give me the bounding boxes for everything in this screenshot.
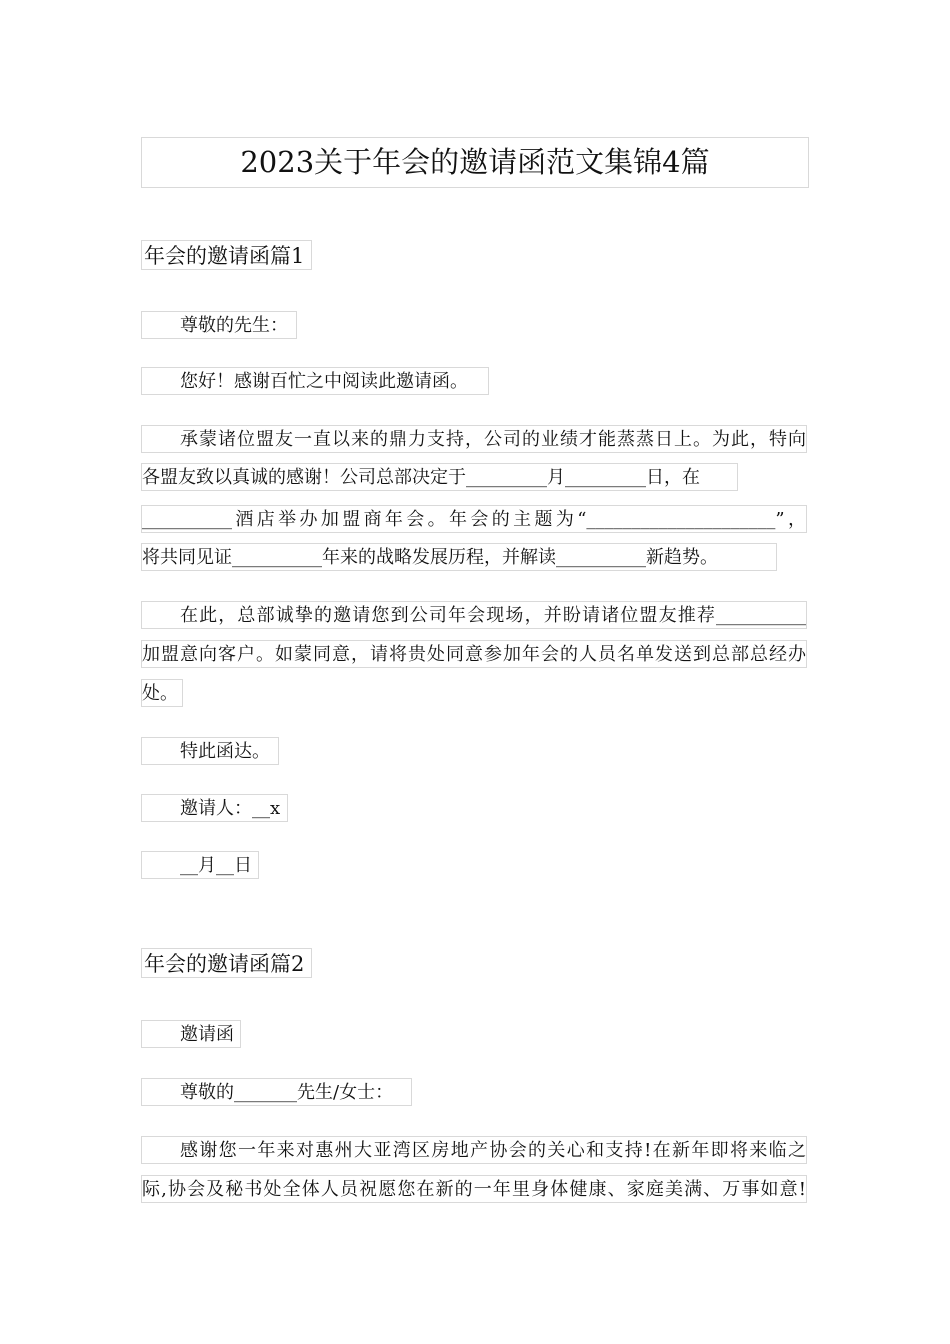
section-1-paragraph-1-line-4: 将共同见证__________年来的战略发展历程，并解读__________新趋势。 (141, 543, 777, 571)
section-1-heading: 年会的邀请函篇1 (141, 240, 312, 270)
section-1-paragraph-1-line-2: 各盟友致以真诚的感谢！公司总部决定于_________月_________日，在 (141, 463, 738, 491)
section-1-paragraph-1-line-3: __________酒店举办加盟商年会。年会的主题为“_____________________”， (141, 505, 807, 533)
section-2-heading: 年会的邀请函篇2 (141, 948, 312, 978)
section-2-salutation: 尊敬的_______先生/女士： (141, 1078, 412, 1106)
section-2-paragraph-1-line-1: 感谢您一年来对惠州大亚湾区房地产协会的关心和支持!在新年即将来临之 (141, 1136, 807, 1164)
section-1-greeting: 您好！感谢百忙之中阅读此邀请函。 (141, 367, 489, 395)
section-1-paragraph-2-line-1: 在此，总部诚挚的邀请您到公司年会现场，并盼请诸位盟友推荐__________ (141, 601, 807, 629)
section-1-paragraph-1-line-1: 承蒙诸位盟友一直以来的鼎力支持，公司的业绩才能蒸蒸日上。为此，特向 (141, 425, 807, 453)
page-title: 2023关于年会的邀请函范文集锦4篇 (141, 137, 809, 188)
section-1-paragraph-2-line-2: 加盟意向客户。如蒙同意，请将贵处同意参加年会的人员名单发送到总部总经办 (141, 640, 807, 668)
section-1-closing: 特此函达。 (141, 737, 279, 765)
section-1-salutation: 尊敬的先生： (141, 311, 297, 339)
section-2-paragraph-1-line-2: 际,协会及秘书处全体人员祝愿您在新的一年里身体健康、家庭美满、万事如意! (141, 1175, 807, 1203)
section-2-letter-title: 邀请函 (141, 1020, 241, 1048)
section-1-date: __月__日 (141, 851, 259, 879)
section-1-paragraph-2-line-3: 处。 (141, 679, 183, 707)
section-1-inviter: 邀请人：__x (141, 794, 288, 822)
